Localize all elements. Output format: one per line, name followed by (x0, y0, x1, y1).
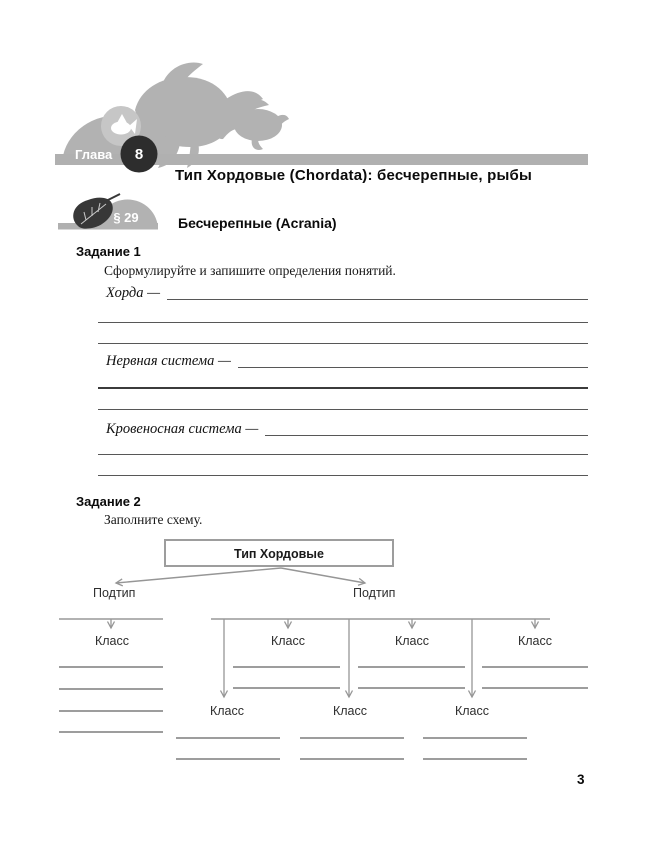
term-label: Кровеносная система — (106, 421, 259, 437)
term-row (98, 354, 588, 368)
answer-line (167, 285, 588, 300)
paragraph-number: § 29 (113, 210, 139, 225)
subtype-label-right: Подтип (353, 586, 396, 600)
term-label: Хорда — (106, 285, 160, 301)
term-row (98, 286, 588, 300)
term-label: Нервная система — (106, 353, 231, 369)
task1-heading: Задание 1 (76, 244, 141, 259)
chapter-label: Глава (75, 147, 113, 162)
answer-line (98, 387, 588, 389)
scheme-root-label: Тип Хордовые (234, 547, 324, 561)
class-label: Класс (94, 634, 130, 648)
chapter-number: 8 (134, 146, 144, 163)
answer-line (98, 475, 588, 476)
answer-line (98, 454, 588, 455)
answer-line (98, 343, 588, 344)
branch-arrow-left (116, 568, 281, 583)
class-label: Класс (454, 704, 490, 718)
page-number: 3 (577, 772, 585, 787)
classification-scheme (40, 533, 610, 773)
class-label: Класс (332, 704, 368, 718)
class-label: Класс (270, 634, 306, 648)
answer-line (98, 322, 588, 323)
answer-line (265, 421, 588, 436)
class-label: Класс (209, 704, 245, 718)
answer-line (238, 353, 588, 368)
section-title: Бесчерепные (Acrania) (178, 215, 337, 231)
task2-heading: Задание 2 (76, 494, 141, 509)
chapter-title: Тип Хордовые (Chordata): бесчерепные, рыбы (175, 167, 532, 184)
task1-instruction: Сформулируйте и запишите определения понятий. (104, 263, 396, 278)
subtype-label-left: Подтип (93, 586, 136, 600)
class-label: Класс (394, 634, 430, 648)
answer-line (98, 409, 588, 410)
goldfish-icon (213, 99, 289, 150)
term-row (98, 422, 588, 436)
class-label: Класс (517, 634, 553, 648)
branch-arrow-right (281, 568, 365, 583)
task2-instruction: Заполните схему. (104, 512, 203, 527)
